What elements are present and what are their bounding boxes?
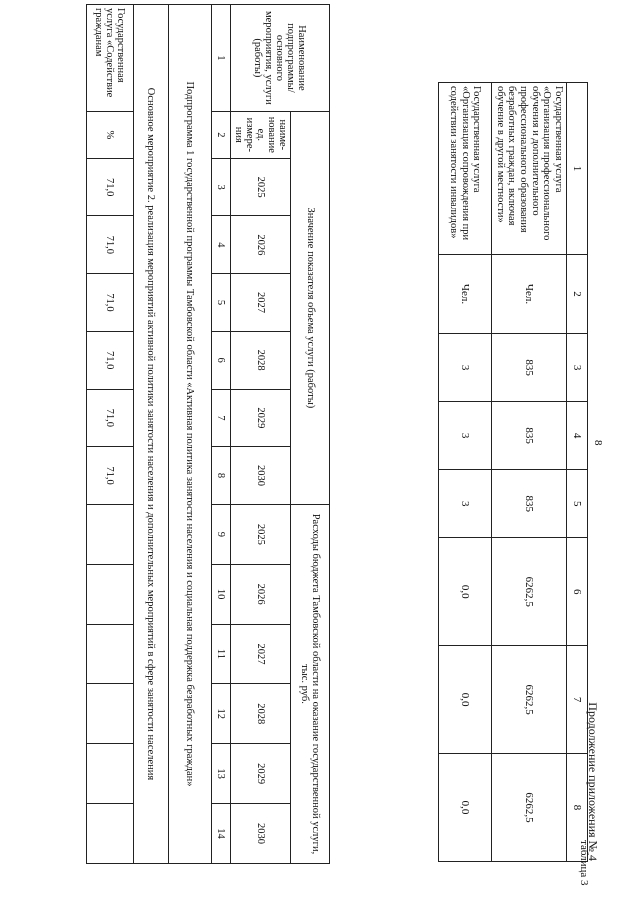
exp-year-cell: 2028 (230, 684, 290, 744)
unit-cell: % (86, 111, 133, 158)
expense-cell (86, 684, 133, 744)
expenses-header: Расходы бюджета Тамбовской области на оказание государственной услуги, тыс. руб. (291, 504, 330, 863)
service-name: Государственная услуга «Содействие гражданам (86, 5, 133, 112)
expense-cell (86, 804, 133, 864)
subprogram-row (168, 5, 211, 864)
value-cell: 0,0 (439, 754, 492, 862)
col-number: 2 (211, 111, 230, 158)
continuation-heading: Продолжение приложения № 4 (586, 702, 600, 861)
year-cell: 2026 (230, 216, 290, 274)
value-cell: 6262,5 (492, 538, 567, 646)
value-cell: 3 (439, 334, 492, 402)
col-number: 3 (211, 158, 230, 216)
table3-label: таблица 3 (578, 840, 590, 886)
unit-cell: Чел. (492, 255, 567, 334)
exp-year-cell: 2026 (230, 564, 290, 624)
value-cell: 3 (439, 402, 492, 470)
expense-cell (86, 744, 133, 804)
value-cell: 835 (492, 470, 567, 538)
col-number: 6 (567, 538, 588, 646)
value-cell: 6262,5 (492, 646, 567, 754)
year-cell: 2025 (230, 158, 290, 216)
years-row (230, 5, 290, 864)
value-cell: 835 (492, 402, 567, 470)
exp-year-cell: 2027 (230, 624, 290, 684)
col-number: 1 (211, 5, 230, 112)
main-event-title: Основное мероприятие 2. реализация мероприятий активной политики занятости населения и дополнительных мероприятий в сфере занятости населения (133, 5, 168, 864)
col-number: 6 (211, 331, 230, 389)
col-number: 11 (211, 624, 230, 684)
col-number: 8 (211, 447, 230, 505)
main-event-row (133, 5, 168, 864)
table-row (86, 5, 133, 864)
value-cell: 71,0 (86, 216, 133, 274)
expense-cell (86, 564, 133, 624)
col-number: 7 (211, 389, 230, 447)
column-number-row (567, 83, 588, 862)
year-cell: 2027 (230, 274, 290, 332)
year-cell: 2029 (230, 389, 290, 447)
col-number: 14 (211, 804, 230, 864)
subprogram-title: Подпрограмма 1 государственной программы Тамбовской области «Активная политика занятости населения и социальная поддержка безработных граждан» (168, 5, 211, 864)
col-number: 4 (567, 402, 588, 470)
exp-year-cell: 2029 (230, 744, 290, 804)
col-number: 13 (211, 744, 230, 804)
value-cell: 71,0 (86, 274, 133, 332)
service-name: Государственная услуга «Организация профессионального обучения и дополнительного профессионального образования безработных граждан, включая обучение в другой местности» (492, 83, 567, 255)
table-3 (86, 4, 330, 864)
expense-cell (86, 624, 133, 684)
col-number: 5 (567, 470, 588, 538)
column-number-row (211, 5, 230, 864)
header-row (291, 5, 330, 864)
unit-cell: Чел. (439, 255, 492, 334)
year-cell: 2028 (230, 331, 290, 389)
col-number: 3 (567, 334, 588, 402)
value-cell: 835 (492, 334, 567, 402)
col-number: 1 (567, 83, 588, 255)
year-cell: 2030 (230, 447, 290, 505)
exp-year-cell: 2025 (230, 504, 290, 564)
value-cell: 3 (439, 470, 492, 538)
col-number: 5 (211, 274, 230, 332)
col-number: 9 (211, 504, 230, 564)
service-name: Государственная услуга «Организация сопровождения при содействии занятости инвалидов» (439, 83, 492, 255)
value-cell: 0,0 (439, 646, 492, 754)
col-number: 10 (211, 564, 230, 624)
col-number: 12 (211, 684, 230, 744)
col-number: 4 (211, 216, 230, 274)
col-number: 8 (567, 754, 588, 862)
indicator-header: Значение показателя объема услуги (работы) (291, 111, 330, 504)
value-cell: 71,0 (86, 158, 133, 216)
table-row (439, 83, 492, 862)
col-number: 2 (567, 255, 588, 334)
table-row (492, 83, 567, 862)
col-number: 7 (567, 646, 588, 754)
upper-services-table (438, 82, 588, 862)
value-cell: 71,0 (86, 447, 133, 505)
page-number: 8 (592, 440, 604, 446)
value-cell: 6262,5 (492, 754, 567, 862)
expense-cell (86, 504, 133, 564)
value-cell: 0,0 (439, 538, 492, 646)
col1-header: Наименование подпрограммы/ основного мероприятия, услуги (работы) (230, 5, 329, 112)
value-cell: 71,0 (86, 331, 133, 389)
exp-year-cell: 2030 (230, 804, 290, 864)
value-cell: 71,0 (86, 389, 133, 447)
unit-header: наиме-нование ед. измере-ния (230, 111, 290, 158)
